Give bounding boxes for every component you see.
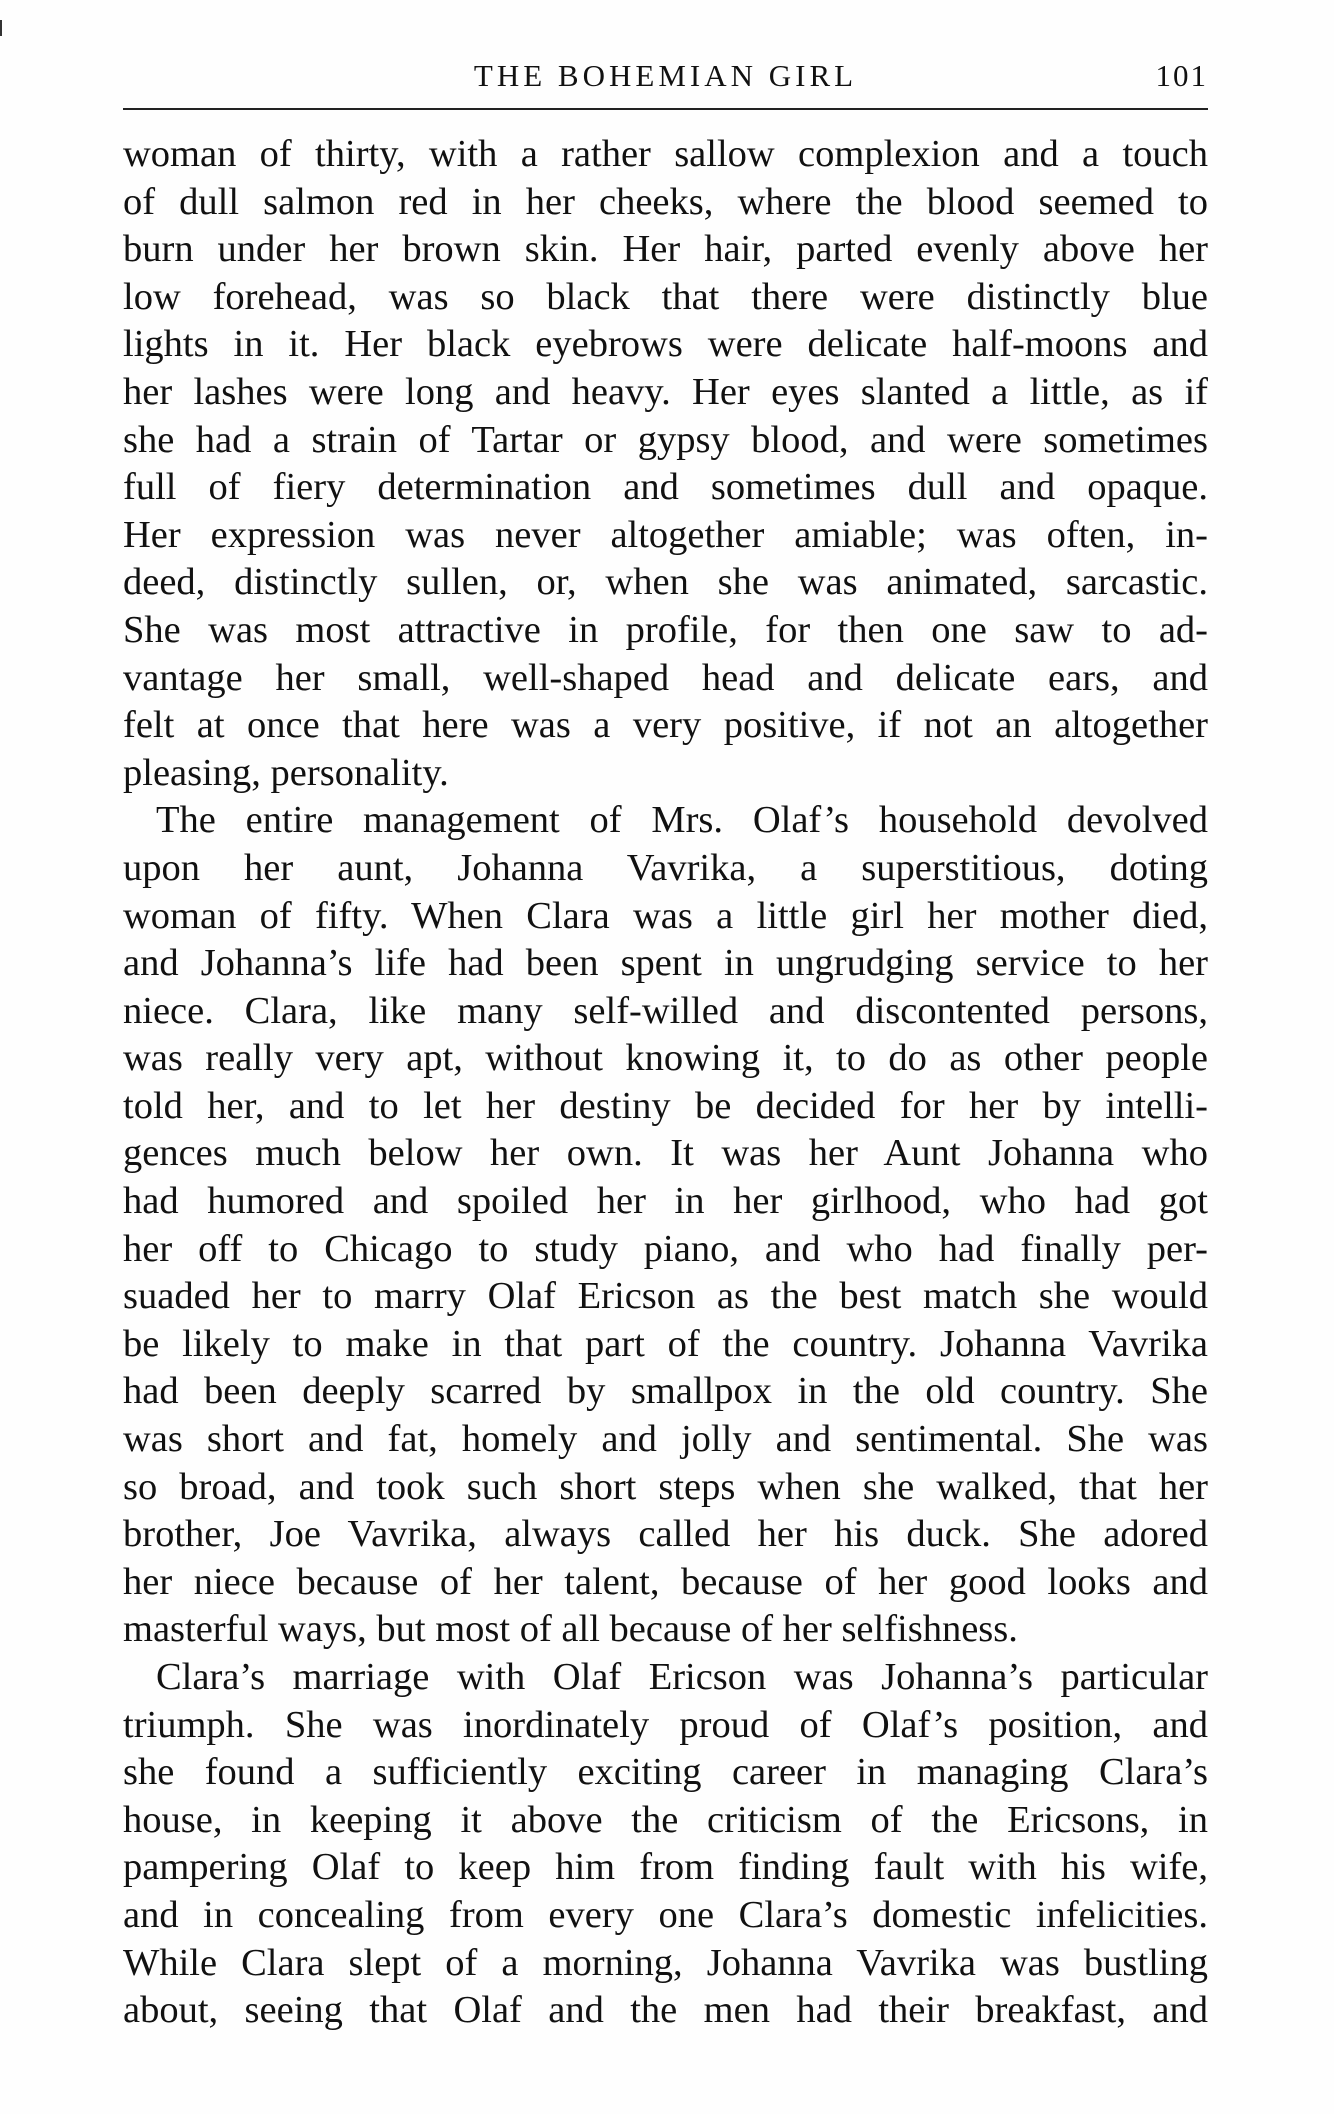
text-line: pampering Olaf to keep him from finding fault with his wife, (123, 1846, 1208, 1889)
text-line: burn under her brown skin. Her hair, parted evenly above her (123, 228, 1208, 271)
text-line: felt at once that here was a very positive, if not an altogether (123, 704, 1208, 747)
text-line: about, seeing that Olaf and the men had their breakfast, and (123, 1989, 1208, 2032)
text-line: She was most attractive in profile, for then one saw to ad- (123, 608, 1208, 651)
text-line: she found a sufficiently exciting career in managing Clara’s (123, 1751, 1208, 1794)
text-line: so broad, and took such short steps when she walked, that her (123, 1465, 1208, 1508)
text-line: and Johanna’s life had been spent in ungrudging service to her (123, 942, 1208, 985)
header-rule (123, 108, 1208, 110)
text-line: was short and fat, homely and jolly and sentimental. She was (123, 1418, 1208, 1461)
text-line: had humored and spoiled her in her girlhood, who had got (123, 1180, 1208, 1223)
text-line: woman of fifty. When Clara was a little girl her mother died, (123, 894, 1208, 937)
paragraph-first-line: Clara’s marriage with Olaf Ericson was Johanna’s particular (156, 1656, 1208, 1698)
page-header (123, 56, 1208, 106)
text-line: her lashes were long and heavy. Her eyes slanted a little, as if (123, 370, 1208, 413)
text-line: While Clara slept of a morning, Johanna Vavrika was bustling (123, 1941, 1208, 1984)
text-line: pleasing, personality. (123, 751, 449, 794)
text-line: her niece because of her talent, because of her good looks and (123, 1560, 1208, 1603)
running-head: THE BOHEMIAN GIRL (473, 58, 858, 93)
body-text (123, 131, 1208, 2035)
text-line: vantage her small, well-shaped head and delicate ears, and (123, 656, 1208, 699)
text-line: lights in it. Her black eyebrows were delicate half-moons and (123, 323, 1208, 366)
paragraph-first-line: The entire management of Mrs. Olaf’s household devolved (156, 799, 1208, 842)
text-line: her off to Chicago to study piano, and who had finally per- (123, 1227, 1208, 1270)
text-line: deed, distinctly sullen, or, when she was animated, sarcastic. (123, 561, 1208, 604)
text-line: low forehead, was so black that there were distinctly blue (123, 275, 1208, 318)
text-line: niece. Clara, like many self-willed and discontented persons, (123, 989, 1208, 1032)
text-line: house, in keeping it above the criticism of the Ericsons, in (123, 1798, 1208, 1841)
text-line: masterful ways, but most of all because of her selfishness. (123, 1608, 1018, 1651)
text-line: upon her aunt, Johanna Vavrika, a superstitious, doting (123, 846, 1208, 889)
text-line: of dull salmon red in her cheeks, where the blood seemed to (123, 180, 1208, 223)
text-line: triumph. She was inordinately proud of Olaf’s position, and (123, 1703, 1208, 1746)
text-line: told her, and to let her destiny be decided for her by intelli- (123, 1084, 1208, 1127)
text-line: and in concealing from every one Clara’s domestic infelicities. (123, 1893, 1208, 1936)
text-line: she had a strain of Tartar or gypsy blood, and were sometimes (123, 418, 1208, 461)
text-line: had been deeply scarred by smallpox in the old country. She (123, 1370, 1208, 1413)
text-line: suaded her to marry Olaf Ericson as the best match she would (123, 1275, 1208, 1318)
text-line: gences much below her own. It was her Aunt Johanna who (123, 1132, 1208, 1175)
text-line: woman of thirty, with a rather sallow complexion and a touch (123, 133, 1208, 175)
text-line: full of fiery determination and sometimes dull and opaque. (123, 466, 1208, 509)
text-line: Her expression was never altogether amiable; was often, in- (123, 513, 1208, 556)
text-line: brother, Joe Vavrika, always called her his duck. She adored (123, 1513, 1208, 1556)
text-line: be likely to make in that part of the country. Johanna Vavrika (123, 1322, 1208, 1365)
page-number: 101 (1155, 58, 1208, 93)
text-line: was really very apt, without knowing it, to do as other people (123, 1037, 1208, 1080)
scan-mark (0, 20, 2, 36)
